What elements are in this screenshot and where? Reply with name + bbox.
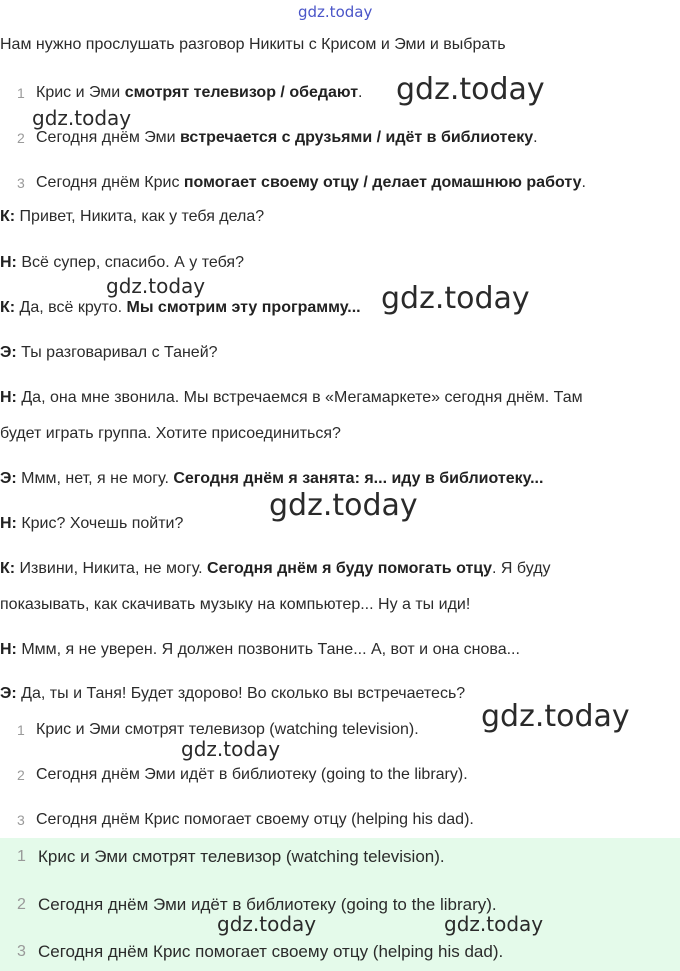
- dialogue-line: [0, 514, 183, 534]
- task-number: 1: [17, 85, 25, 101]
- dialogue-text: показывать, как скачивать музыку на компьютер... Ну а ты иди!: [0, 596, 471, 613]
- option-b: обедают: [289, 84, 359, 101]
- task-text: Сегодня днём Эми: [36, 129, 180, 146]
- dialogue-bold: Мы смотрим эту программу: [126, 299, 348, 316]
- dialogue-line: [0, 424, 341, 444]
- dialogue-text: Ммм, я не уверен. Я должен позвонить Тане... А, вот и она снова...: [16, 641, 520, 658]
- speaker: К:: [0, 208, 16, 225]
- dialogue-bold: Сегодня днём я занята: я... иду в библиотеку...: [173, 470, 544, 487]
- watermark: gdz.today: [32, 106, 132, 130]
- dialogue-line: [0, 684, 465, 704]
- speaker: Э:: [0, 470, 17, 487]
- dialogue-line: [0, 559, 551, 579]
- answer-number: 1: [17, 722, 25, 738]
- dialogue-end: . Я буду: [492, 560, 551, 577]
- task-end: .: [581, 174, 586, 191]
- dialogue-end: ...: [347, 299, 361, 316]
- speaker: К:: [0, 560, 16, 577]
- option-a: встречается с друзьями: [179, 129, 373, 146]
- dialogue-line: [0, 388, 583, 408]
- dialogue-line: [0, 298, 361, 318]
- answer-number: 3: [17, 812, 25, 828]
- final-answer-number: 3: [17, 943, 26, 960]
- watermark: gdz.today: [381, 281, 530, 316]
- dialogue-text: Ты разговаривал с Таней?: [16, 344, 218, 361]
- watermark: gdz.today: [217, 912, 317, 936]
- speaker: Н:: [0, 515, 17, 532]
- task-text: Сегодня днём Крис: [36, 174, 184, 191]
- dialogue-line: [0, 253, 244, 273]
- speaker: К:: [0, 299, 16, 316]
- option-a: помогает своему отцу: [183, 174, 359, 191]
- speaker: Н:: [0, 389, 17, 406]
- speaker: Э:: [0, 685, 17, 702]
- answer-text: Сегодня днём Крис помогает своему отцу (helping his dad).: [36, 811, 474, 828]
- speaker: Э:: [0, 344, 17, 361]
- watermark: gdz.today: [444, 912, 544, 936]
- watermark: gdz.today: [106, 274, 206, 298]
- final-answer-text: Сегодня днём Крис помогает своему отцу (helping his dad).: [38, 942, 504, 961]
- watermark: gdz.today: [396, 72, 545, 107]
- watermark: gdz.today: [269, 488, 418, 523]
- watermark: gdz.today: [481, 699, 630, 734]
- watermark-top: gdz.today: [298, 3, 373, 21]
- task-number: 3: [17, 175, 25, 191]
- answer-number: 2: [17, 767, 25, 783]
- task-number: 2: [17, 130, 25, 146]
- separator: /: [275, 84, 290, 101]
- separator: /: [358, 174, 373, 191]
- dialogue-text: Привет, Никита, как у тебя дела?: [15, 208, 265, 225]
- final-answer-box: [0, 838, 680, 971]
- answer-text: Крис и Эми смотрят телевизор (watching television).: [36, 721, 419, 738]
- dialogue-line: [0, 640, 520, 660]
- final-answer-number: 1: [17, 848, 26, 865]
- dialogue-line: [0, 469, 543, 489]
- option-b: идёт в библиотеку: [385, 129, 534, 146]
- dialogue-line: [0, 207, 264, 227]
- final-answer-text: Крис и Эми смотрят телевизор (watching television).: [38, 847, 445, 866]
- dialogue-text: Да, она мне звонила. Мы встречаемся в «Мегамаркете» сегодня днём. Там: [16, 389, 583, 406]
- dialogue-text: Извини, Никита, не могу.: [15, 560, 208, 577]
- separator: /: [372, 129, 386, 146]
- task-text: Крис и Эми: [36, 84, 125, 101]
- dialogue-text: Да, ты и Таня! Будет здорово! Во сколько вы встречаетесь?: [16, 685, 466, 702]
- dialogue-line: [0, 343, 218, 363]
- speaker: Н:: [0, 641, 17, 658]
- task-end: .: [358, 84, 363, 101]
- option-b: делает домашнюю работу: [372, 174, 582, 191]
- dialogue-line: [0, 595, 470, 615]
- dialogue-text: Ммм, нет, я не могу.: [16, 470, 174, 487]
- intro-text: Нам нужно прослушать разговор Никиты с Крисом и Эми и выбрать: [0, 36, 506, 53]
- watermark: gdz.today: [181, 737, 281, 761]
- dialogue-text: Да, всё круто.: [15, 299, 127, 316]
- dialogue-text: Крис? Хочешь пойти?: [16, 515, 184, 532]
- option-a: смотрят телевизор: [124, 84, 276, 101]
- dialogue-bold: Сегодня днём я буду помогать отцу: [207, 560, 493, 577]
- speaker: Н:: [0, 254, 17, 271]
- answer-text: Сегодня днём Эми идёт в библиотеку (going to the library).: [36, 766, 468, 783]
- dialogue-text: будет играть группа. Хотите присоединиться?: [0, 425, 341, 442]
- final-answer-number: 2: [17, 896, 26, 913]
- final-answer-text: Сегодня днём Эми идёт в библиотеку (going to the library).: [38, 895, 497, 914]
- task-end: .: [533, 129, 538, 146]
- dialogue-text: Всё супер, спасибо. А у тебя?: [16, 254, 244, 271]
